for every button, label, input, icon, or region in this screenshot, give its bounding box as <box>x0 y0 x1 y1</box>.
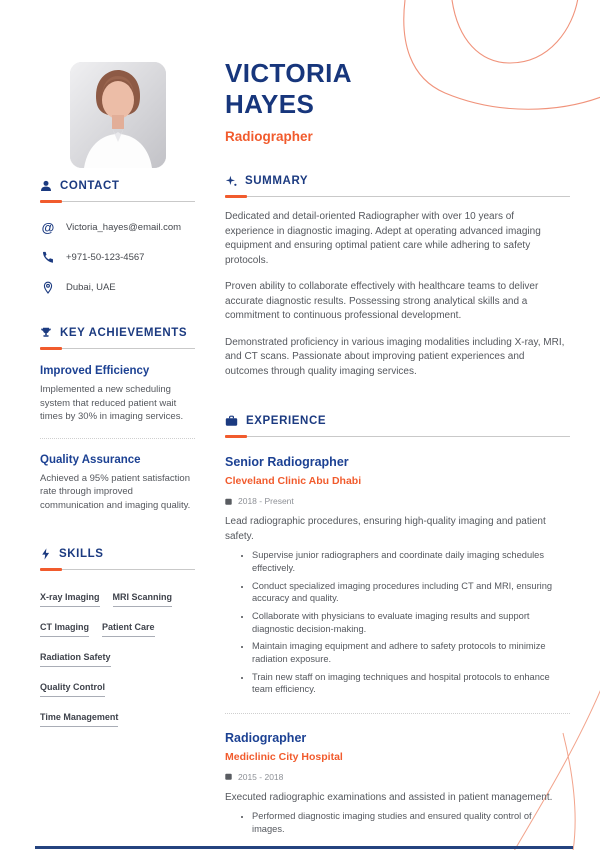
contact-section <box>40 180 195 295</box>
person-icon <box>40 180 52 192</box>
job-dates: 2018 - Present <box>238 496 294 507</box>
contact-email-row <box>40 219 195 235</box>
contact-location-row <box>40 279 195 295</box>
summary-section <box>225 175 570 379</box>
briefcase-icon <box>225 415 238 427</box>
skills-heading <box>40 548 195 560</box>
sparkle-icon <box>225 175 237 187</box>
experience-entry <box>225 455 570 695</box>
candidate-title: Radiographer <box>225 129 313 145</box>
sidebar <box>40 60 195 737</box>
job-company: Mediclinic City Hospital <box>225 750 343 763</box>
job-bullet: • Performed diagnostic imaging studies and ensured quality control of images. <box>252 810 555 835</box>
summary-heading <box>225 175 570 187</box>
skill-item: X-ray Imaging <box>40 592 100 607</box>
achievement-text: Implemented a new scheduling system that reduced patient wait times by 30% in imaging services. <box>40 384 184 423</box>
contact-heading <box>40 180 195 192</box>
skill-item: Patient Care <box>102 622 155 637</box>
contact-phone-row <box>40 249 195 265</box>
achievement-title: Improved Efficiency <box>40 365 150 377</box>
skill-item: Quality Control <box>40 682 105 697</box>
skill-item: Radiation Safety <box>40 652 111 667</box>
skill-item: CT Imaging <box>40 622 89 637</box>
achievement-text: Achieved a 95% patient satisfaction rate through improved communication and imaging quality. <box>40 472 191 511</box>
skill-item: MRI Scanning <box>113 592 173 607</box>
job-summary: Executed radiographic examinations and assisted in patient management. <box>225 791 553 803</box>
job-dates: 2015 - 2018 <box>238 771 284 782</box>
profile-photo <box>70 62 166 168</box>
achievement-item <box>40 454 195 513</box>
calendar-icon <box>225 498 232 505</box>
map-pin-icon <box>40 279 56 295</box>
phone-icon <box>40 249 56 265</box>
summary-heading-label: SUMMARY <box>245 175 309 188</box>
candidate-name: VICTORIA HAYES <box>225 58 351 120</box>
achievements-divider <box>40 438 195 439</box>
skills-section <box>40 548 195 737</box>
contact-email: Victoria_hayes@email.com <box>66 221 182 233</box>
skills-rule <box>40 568 195 571</box>
job-bullet-list <box>225 810 555 835</box>
skill-list <box>40 587 192 737</box>
achievement-title: Quality Assurance <box>40 453 141 466</box>
job-bullet: • Maintain imaging equipment and adhere to safety protocols to minimize radiation exposure. <box>252 640 555 665</box>
contact-rule <box>40 200 195 203</box>
experience-rule <box>225 435 570 438</box>
achievements-rule <box>40 347 195 350</box>
avatar <box>70 62 166 168</box>
at-icon: @ <box>41 219 55 235</box>
footer-accent-bar <box>35 846 573 849</box>
experience-heading-label: EXPERIENCE <box>246 415 327 428</box>
skills-heading-label: SKILLS <box>59 548 104 561</box>
lightning-bolt-icon <box>40 548 51 560</box>
experience-entry <box>225 731 570 836</box>
summary-paragraph: Dedicated and detail-oriented Radiographer with over 10 years of experience in diagnostic imaging. Adept at operating advanced imaging equipment and ensuring optimal patient care while adhering to safety protocols. <box>225 211 541 266</box>
skill-item: Time Management <box>40 712 118 727</box>
summary-paragraph: Proven ability to collaborate effectively with healthcare teams to deliver accurate diagnostic results. Possessing strong analytical skills and a commitment to continuous professional development. <box>225 281 539 322</box>
job-bullet-list <box>225 549 555 695</box>
achievements-heading <box>40 327 195 339</box>
trophy-icon <box>40 327 52 339</box>
contact-phone: +971-50-123-4567 <box>66 251 145 263</box>
job-dates-row <box>225 496 570 506</box>
calendar-icon <box>225 773 232 780</box>
job-dates-row <box>225 772 570 782</box>
summary-rule <box>225 195 570 198</box>
job-role: Radiographer <box>225 730 307 745</box>
job-bullet: • Conduct specialized imaging procedures including CT and MRI, ensuring accuracy and quality. <box>252 580 555 605</box>
job-role: Senior Radiographer <box>225 455 349 470</box>
job-summary: Lead radiographic procedures, ensuring high-quality imaging and patient safety. <box>225 516 546 542</box>
main-column <box>225 58 570 836</box>
job-company: Cleveland Clinic Abu Dhabi <box>225 475 362 488</box>
experience-divider <box>225 713 570 714</box>
experience-section <box>225 415 570 835</box>
job-bullet: • Train new staff on imaging techniques and hospital protocols to enhance team efficiency. <box>252 671 555 696</box>
job-bullet: • Collaborate with physicians to evaluate imaging results and support diagnostic decision-making. <box>252 610 555 635</box>
achievement-item <box>40 365 195 424</box>
achievements-section <box>40 327 195 512</box>
job-bullet: • Supervise junior radiographers and coordinate daily imaging schedules effectively. <box>252 549 555 574</box>
summary-paragraph: Demonstrated proficiency in various imaging modalities including X-ray, MRI, and CT scans. Passionate about improving patient experiences and outcomes through quality imaging services. <box>225 336 565 377</box>
contact-heading-label: CONTACT <box>60 180 120 192</box>
achievements-heading-label: KEY ACHIEVEMENTS <box>60 327 188 339</box>
contact-location: Dubai, UAE <box>66 281 116 293</box>
experience-heading <box>225 415 570 427</box>
